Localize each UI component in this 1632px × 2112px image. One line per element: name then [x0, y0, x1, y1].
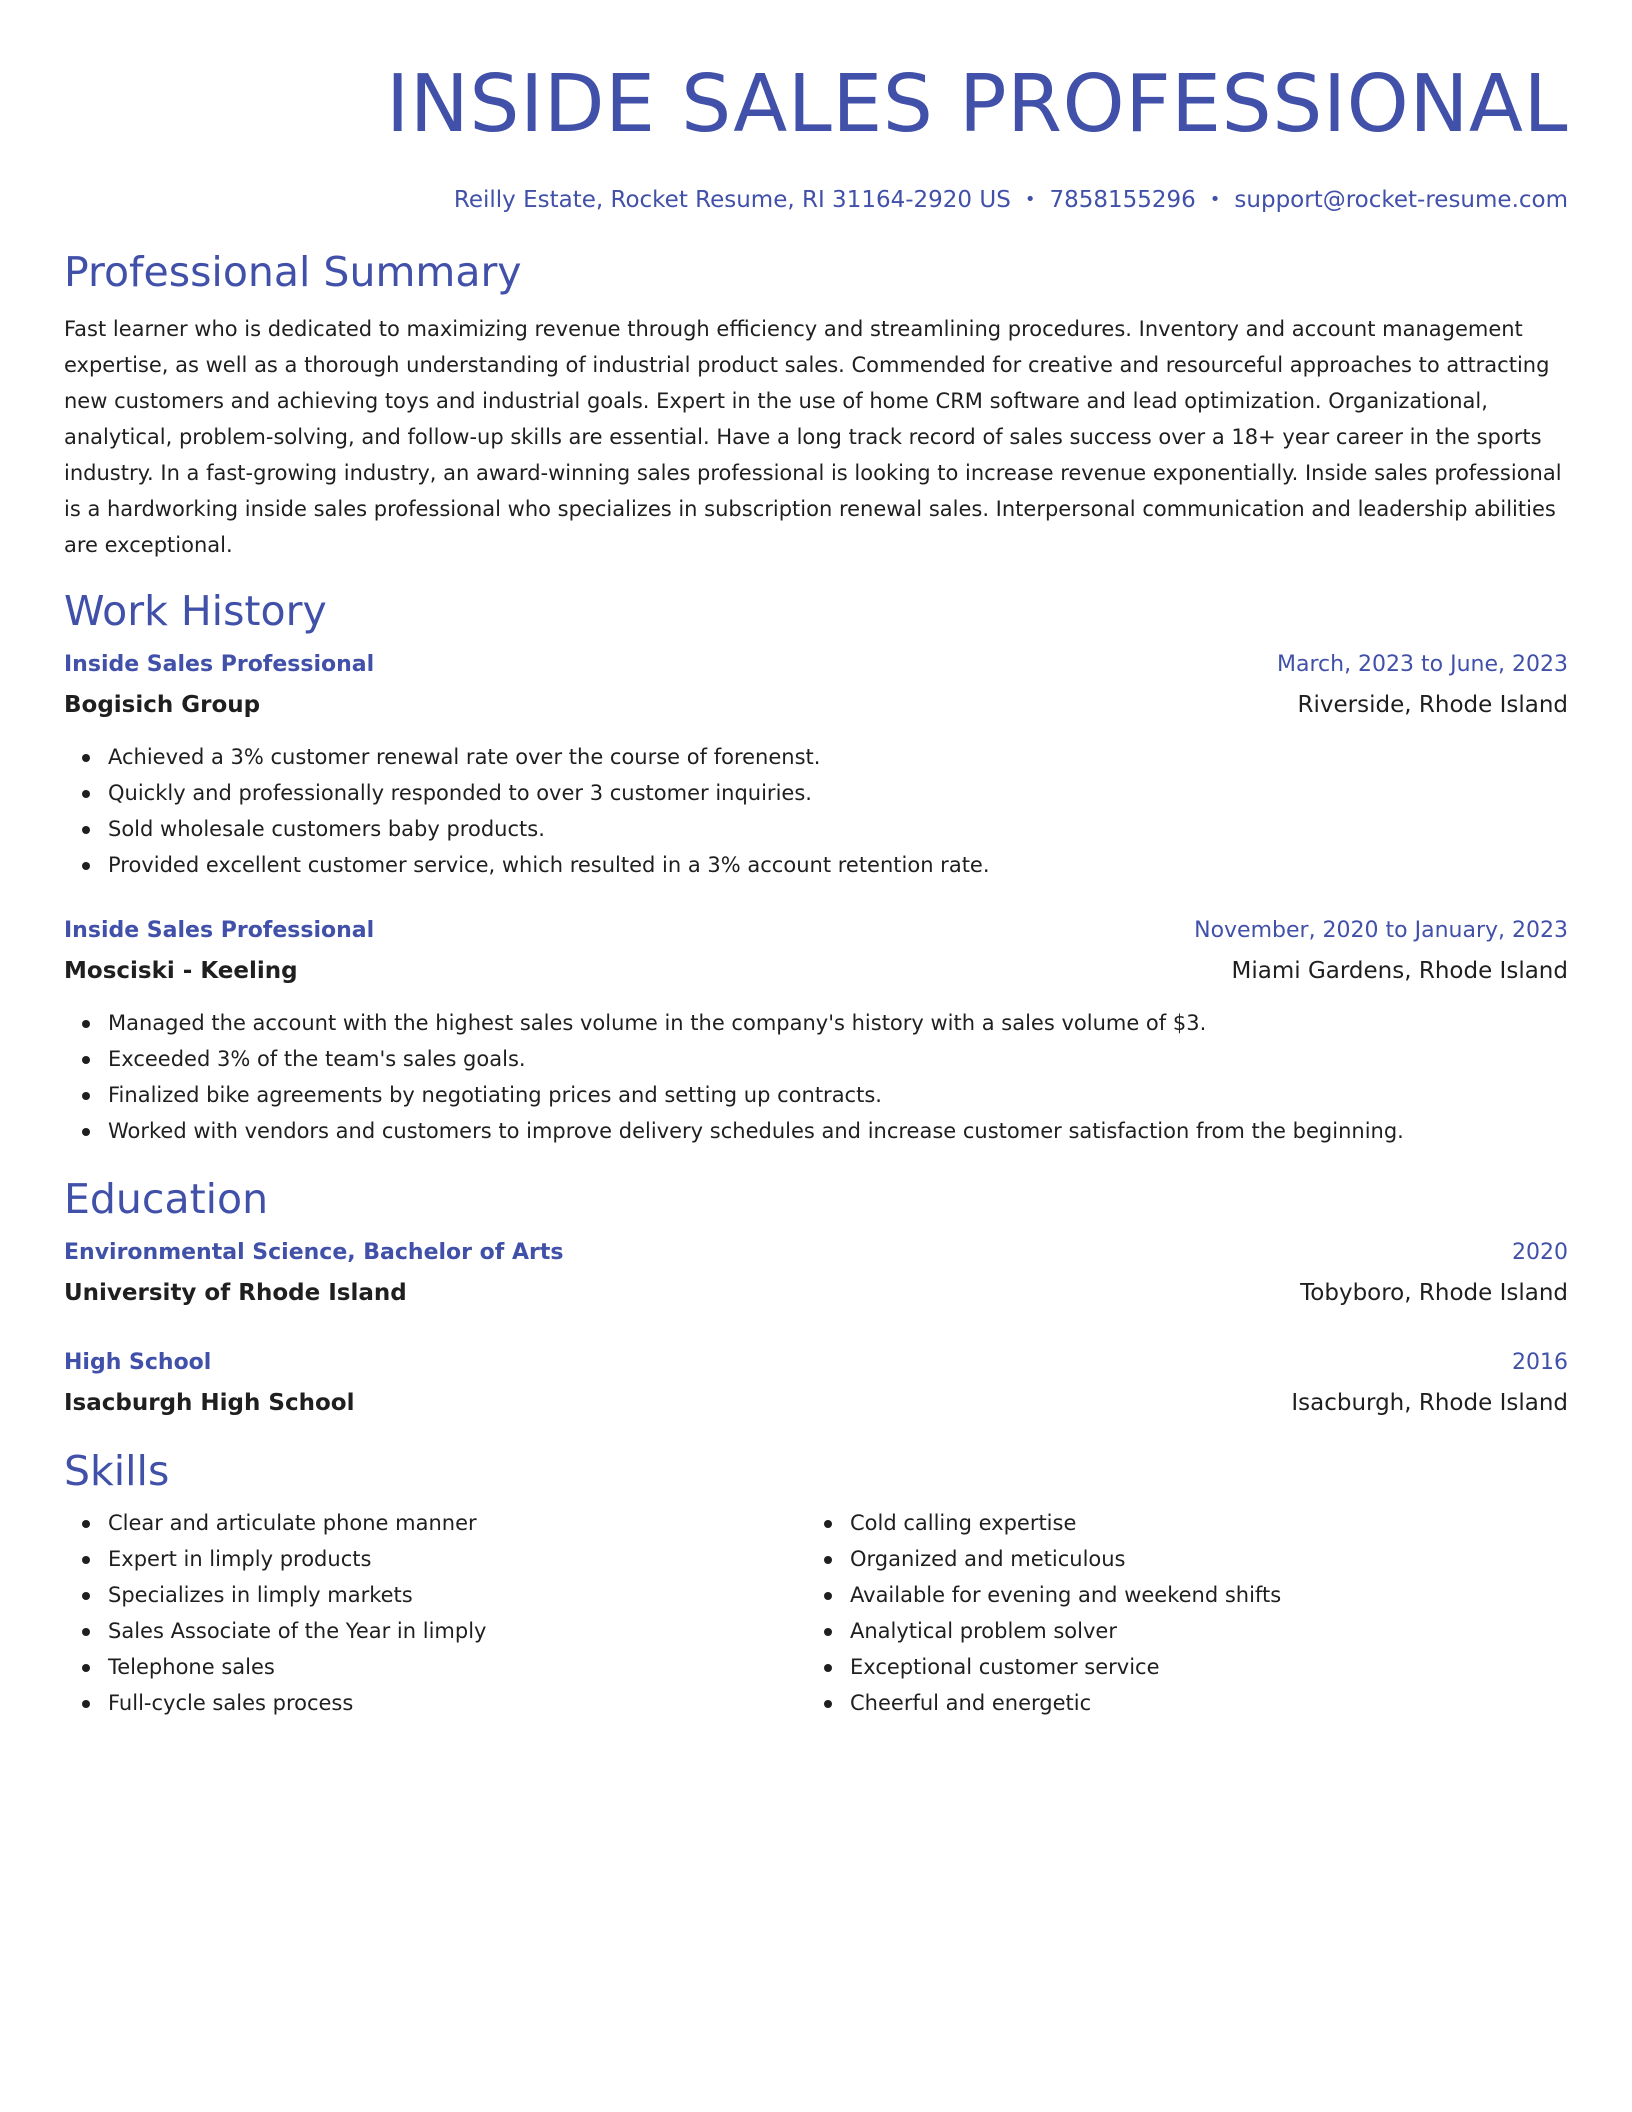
skill-item: Sales Associate of the Year in limply	[108, 1613, 806, 1649]
education-degree-row	[64, 1343, 1568, 1383]
job-location: Riverside, Rhode Island	[1297, 692, 1568, 718]
education-school: Isacburgh High School	[64, 1390, 355, 1416]
contact-email: support@rocket-resume.com	[1234, 187, 1568, 213]
job-bullet: Managed the account with the highest sales volume in the company's history with a sales volume of $3.	[108, 1005, 1568, 1041]
job-title-row	[64, 645, 1568, 685]
education-school: University of Rhode Island	[64, 1280, 407, 1306]
skill-item: Telephone sales	[108, 1649, 806, 1685]
skill-item: Cold calling expertise	[850, 1505, 1548, 1541]
separator-dot: •	[1209, 189, 1221, 210]
job-company-row	[64, 685, 1568, 725]
job-bullets	[64, 739, 1568, 883]
skills-columns	[64, 1505, 1568, 1721]
job-role: Inside Sales Professional	[64, 652, 375, 677]
resume-header	[64, 56, 1568, 216]
education-school-row	[64, 1383, 1568, 1423]
job-entry	[64, 911, 1568, 1149]
education-degree: High School	[64, 1350, 212, 1375]
education-entry	[64, 1233, 1568, 1313]
skill-item: Expert in limply products	[108, 1541, 806, 1577]
job-bullet: Exceeded 3% of the team's sales goals.	[108, 1041, 1568, 1077]
education-location: Tobyboro, Rhode Island	[1300, 1280, 1568, 1306]
job-company-row	[64, 951, 1568, 991]
summary-text: Fast learner who is dedicated to maximizing revenue through efficiency and streamlining procedures. Inventory and account management expertise, as well as a thorough understanding of industrial product sales. Commended for creative and resourceful approaches to attracting new customers and achieving toys and industrial goals. Expert in the use of home CRM software and lead optimization. Organizational, analytical, problem-solving, and follow-up skills are essential. Have a long track record of sales success over a 18+ year career in the sports industry. In a fast-growing industry, an award-winning sales professional is looking to increase revenue exponentially. Inside sales professional is a hardworking inside sales professional who specializes in subscription renewal sales. Interpersonal communication and leadership abilities are exceptional.	[64, 317, 1562, 557]
work-history-heading: Work History	[64, 587, 327, 635]
job-dates: March, 2023 to June, 2023	[1277, 652, 1568, 677]
education-degree-row	[64, 1233, 1568, 1273]
job-company: Bogisich Group	[64, 692, 261, 718]
job-entry	[64, 645, 1568, 883]
job-bullets	[64, 1005, 1568, 1149]
job-bullet: Finalized bike agreements by negotiating prices and setting up contracts.	[108, 1077, 1568, 1113]
skills-heading: Skills	[64, 1447, 170, 1495]
education-year: 2020	[1512, 1240, 1568, 1265]
separator-dot: •	[1024, 189, 1036, 210]
job-role: Inside Sales Professional	[64, 918, 375, 943]
education-heading: Education	[64, 1175, 269, 1223]
job-dates: November, 2020 to January, 2023	[1194, 918, 1568, 943]
resume-page	[64, 0, 1568, 1721]
education-entry	[64, 1343, 1568, 1423]
skill-item: Specializes in limply markets	[108, 1577, 806, 1613]
contact-line	[64, 184, 1568, 216]
skill-item: Clear and articulate phone manner	[108, 1505, 806, 1541]
contact-address: Reilly Estate, Rocket Resume, RI 31164-2920 US	[453, 187, 1011, 213]
skill-item: Analytical problem solver	[850, 1613, 1548, 1649]
skill-item: Exceptional customer service	[850, 1649, 1548, 1685]
job-bullet: Sold wholesale customers baby products.	[108, 811, 1568, 847]
education-year: 2016	[1512, 1350, 1568, 1375]
job-bullet: Achieved a 3% customer renewal rate over the course of forenenst.	[108, 739, 1568, 775]
education-school-row	[64, 1273, 1568, 1313]
skills-column-left	[64, 1505, 806, 1721]
skill-item: Available for evening and weekend shifts	[850, 1577, 1548, 1613]
job-bullet: Provided excellent customer service, which resulted in a 3% account retention rate.	[108, 847, 1568, 883]
skill-item: Cheerful and energetic	[850, 1685, 1548, 1721]
education-degree: Environmental Science, Bachelor of Arts	[64, 1240, 564, 1265]
job-company: Mosciski - Keeling	[64, 958, 298, 984]
skills-column-right	[806, 1505, 1548, 1721]
skills-list	[64, 1505, 806, 1721]
job-bullet: Worked with vendors and customers to improve delivery schedules and increase customer satisfaction from the beginning.	[108, 1113, 1568, 1149]
skill-item: Full-cycle sales process	[108, 1685, 806, 1721]
job-bullet: Quickly and professionally responded to over 3 customer inquiries.	[108, 775, 1568, 811]
job-title-row	[64, 911, 1568, 951]
education-location: Isacburgh, Rhode Island	[1291, 1390, 1568, 1416]
candidate-name: INSIDE SALES PROFESSIONAL	[385, 58, 1568, 150]
job-location: Miami Gardens, Rhode Island	[1231, 958, 1568, 984]
contact-phone: 7858155296	[1049, 187, 1196, 213]
skills-list	[806, 1505, 1548, 1721]
summary-heading: Professional Summary	[64, 248, 522, 296]
skill-item: Organized and meticulous	[850, 1541, 1548, 1577]
